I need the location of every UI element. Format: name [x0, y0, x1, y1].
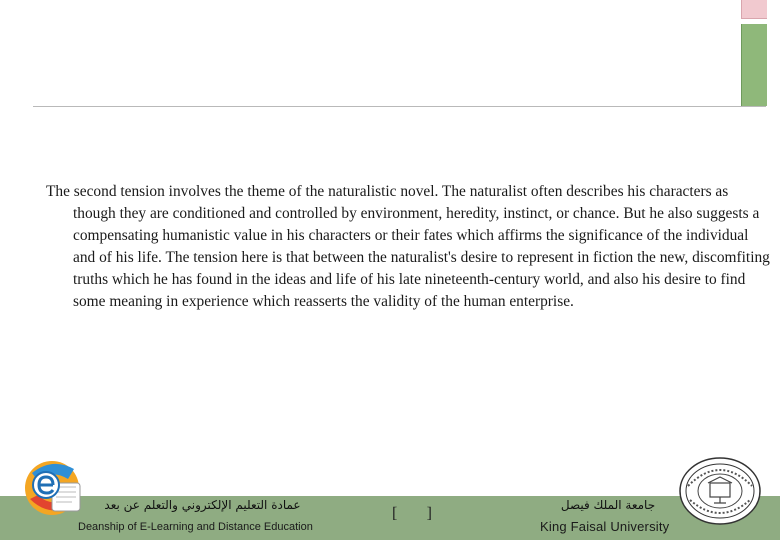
university-arabic-name: جامعة الملك فيصل	[560, 498, 656, 512]
deanship-arabic-title: عمادة التعليم الإلكتروني والتعلم عن بعد	[104, 498, 301, 512]
elearning-logo-icon	[22, 455, 88, 521]
deanship-english-title: Deanship of E-Learning and Distance Education	[78, 521, 313, 533]
page-number-right-bracket: ]	[426, 505, 432, 522]
accent-pink-block	[741, 0, 767, 19]
page-number-left-bracket: [	[392, 505, 398, 522]
university-seal-icon	[678, 456, 762, 526]
accent-green-block	[741, 24, 767, 106]
slide-body-text: The second tension involves the theme of the naturalistic novel. The naturalist often describes his characters as though they are conditioned and controlled by environment, heredity, instinct, or chance. But he also suggests a compensating humanistic value in his characters or their fates which affirms the significance of the individual and of his life. The tension here is that between the naturalist's desire to represent in fiction the new, discomfiting truths which he has found in the ideas and life of his late nineteenth-century world, and also his desire to find some meaning in experience which reasserts the validity of the human enterprise.	[46, 183, 770, 310]
university-english-name: King Faisal University	[540, 519, 670, 534]
title-divider	[33, 106, 766, 107]
page-number	[392, 505, 432, 523]
